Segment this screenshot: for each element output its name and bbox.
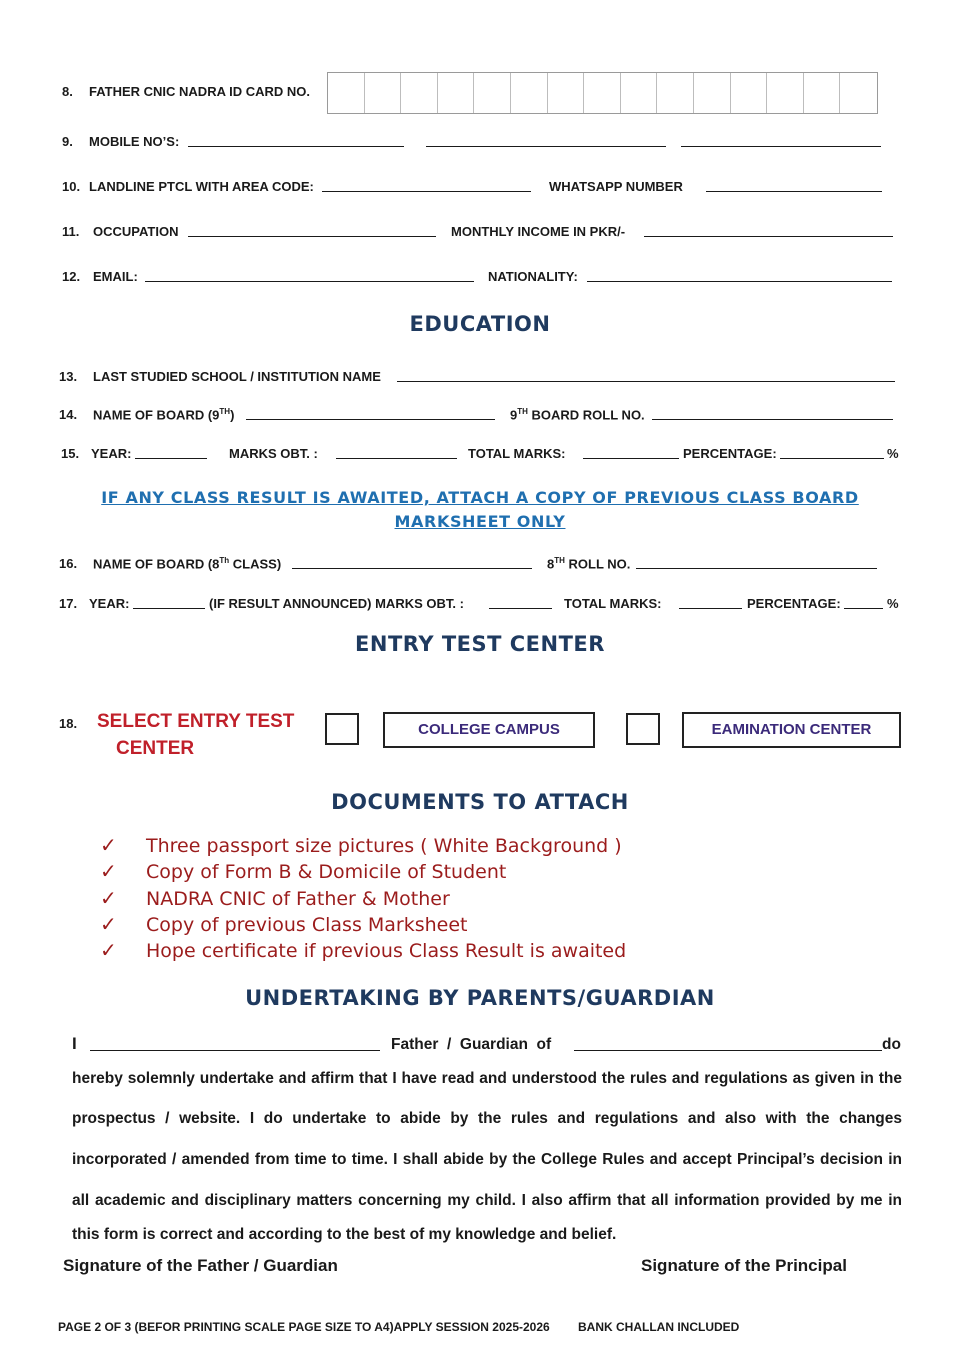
cnic-digit-cell[interactable] — [511, 73, 548, 113]
whatsapp-field[interactable] — [706, 191, 882, 192]
email-field[interactable] — [145, 281, 474, 282]
undertaking-line: hereby solemnly undertake and affirm that I have read and understood the rules and regulations as given in the — [72, 1070, 902, 1087]
documents-heading: DOCUMENTS TO ATTACH — [331, 790, 629, 814]
q14-number: 14. — [59, 407, 78, 422]
marks-8th-field[interactable] — [489, 608, 552, 609]
roll-8th-label-a: 8 — [547, 556, 555, 572]
occupation-label: OCCUPATION — [93, 224, 179, 239]
roll-8th-label — [547, 556, 630, 571]
monthly-income-label: MONTHLY INCOME IN PKR/- — [451, 224, 626, 239]
cnic-digit-cell[interactable] — [657, 73, 694, 113]
undertaking-line: incorporated / amended from time to time. I shall abide by the College Rules and accept Principal’s decision in — [72, 1151, 902, 1168]
board-9th-field[interactable] — [246, 419, 495, 420]
total-8th-field[interactable] — [679, 608, 742, 609]
marks-9th-label: MARKS OBT. : — [229, 446, 318, 461]
select-entry-test-line-2: CENTER — [116, 738, 195, 759]
undertaking-do: do — [882, 1036, 901, 1053]
q15-number: 15. — [61, 446, 80, 461]
mobile-1-field[interactable] — [188, 146, 404, 147]
cnic-digit-cell[interactable] — [731, 73, 768, 113]
percentage-9th-field[interactable] — [780, 458, 884, 459]
landline-field[interactable] — [322, 191, 531, 192]
q13-number: 13. — [59, 369, 78, 384]
board-9th-label-a: NAME OF BOARD (9 — [93, 407, 220, 423]
examination-center-option[interactable]: EAMINATION CENTER — [682, 712, 901, 748]
footer-page-info: PAGE 2 OF 3 (BEFOR PRINTING SCALE PAGE SIZE TO A4)APPLY SESSION 2025-2026 — [58, 1320, 550, 1334]
notice-line-2: MARKSHEET ONLY — [394, 512, 566, 531]
q8-number: 8. — [62, 84, 73, 99]
college-campus-option[interactable]: COLLEGE CAMPUS — [383, 712, 595, 748]
marks-8th-label: (IF RESULT ANNOUNCED) MARKS OBT. : — [209, 596, 464, 611]
footer-bank-challan: BANK CHALLAN INCLUDED — [578, 1320, 740, 1334]
document-item-text: NADRA CNIC of Father & Mother — [146, 887, 450, 910]
undertaking-line: prospectus / website. I do undertake to abide by the rules and regulations and also with the changes — [72, 1110, 902, 1127]
select-entry-test-label — [97, 708, 294, 762]
q18-number: 18. — [59, 716, 78, 731]
cnic-digit-cell[interactable] — [694, 73, 731, 113]
cnic-digit-cell[interactable] — [401, 73, 438, 113]
cnic-digit-cell[interactable] — [548, 73, 585, 113]
document-item-text: Copy of Form B & Domicile of Student — [146, 861, 507, 884]
q12-number: 12. — [62, 269, 81, 284]
board-8th-sup: Th — [219, 556, 230, 565]
board-8th-label — [93, 556, 281, 571]
examination-center-checkbox[interactable] — [626, 713, 660, 745]
roll-9th-field[interactable] — [652, 419, 893, 420]
mobile-label: MOBILE NO’S: — [89, 134, 180, 149]
document-item-text: Three passport size pictures ( White Background ) — [146, 835, 622, 857]
landline-label: LANDLINE PTCL WITH AREA CODE: — [89, 179, 314, 194]
cnic-digit-cell[interactable] — [621, 73, 658, 113]
undertaking-heading: UNDERTAKING BY PARENTS/GUARDIAN — [245, 986, 715, 1010]
q16-number: 16. — [59, 556, 78, 571]
mobile-3-field[interactable] — [681, 146, 881, 147]
marks-9th-field[interactable] — [336, 458, 457, 459]
document-item-text: Copy of previous Class Marksheet — [146, 913, 468, 936]
roll-8th-label-b: ROLL NO. — [564, 556, 631, 572]
college-campus-checkbox[interactable] — [325, 713, 359, 745]
last-school-label: LAST STUDIED SCHOOL / INSTITUTION NAME — [93, 369, 381, 384]
checkmark-icon: ✓ — [100, 859, 117, 884]
total-8th-label: TOTAL MARKS: — [564, 596, 662, 611]
percentage-9th-label: PERCENTAGE: — [683, 446, 777, 461]
parent-name-field[interactable] — [90, 1050, 380, 1051]
child-name-field[interactable] — [574, 1050, 882, 1051]
cnic-digit-cell[interactable] — [438, 73, 475, 113]
board-9th-sup: TH — [219, 407, 231, 416]
checkmark-icon: ✓ — [100, 833, 117, 857]
year-8th-field[interactable] — [133, 608, 205, 609]
q10-number: 10. — [62, 179, 81, 194]
father-signature-label: Signature of the Father / Guardian — [63, 1256, 338, 1275]
notice-line-1: IF ANY CLASS RESULT IS AWAITED, ATTACH A COPY OF PREVIOUS CLASS BOARD — [101, 488, 859, 507]
undertaking-line: all academic and disciplinary matters concerning my child. I also affirm that all information provided by me in — [72, 1192, 902, 1209]
roll-9th-label-b: BOARD ROLL NO. — [527, 407, 645, 423]
principal-signature-label: Signature of the Principal — [641, 1256, 847, 1275]
board-8th-label-b: CLASS) — [229, 556, 282, 572]
entry-test-heading: ENTRY TEST CENTER — [355, 632, 605, 656]
father-guardian-of-label: Father / Guardian of — [391, 1036, 552, 1053]
percent-sign-8th: % — [887, 596, 899, 611]
occupation-field[interactable] — [188, 236, 436, 237]
board-9th-label — [93, 407, 234, 422]
mobile-2-field[interactable] — [426, 146, 666, 147]
year-9th-field[interactable] — [135, 458, 207, 459]
percentage-8th-field[interactable] — [844, 608, 883, 609]
cnic-digit-cell[interactable] — [840, 73, 877, 113]
year-9th-label: YEAR: — [91, 446, 132, 461]
percent-sign-9th: % — [887, 446, 899, 461]
checkmark-icon: ✓ — [100, 911, 117, 936]
checkmark-icon: ✓ — [100, 938, 117, 963]
cnic-digit-cell[interactable] — [474, 73, 511, 113]
nationality-label: NATIONALITY: — [488, 269, 578, 284]
undertaking-last-line: this form is correct and according to the best of my knowledge and belief. — [72, 1226, 617, 1243]
last-school-field[interactable] — [397, 381, 895, 382]
q17-number: 17. — [59, 596, 78, 611]
total-9th-label: TOTAL MARKS: — [468, 446, 566, 461]
cnic-digit-cell[interactable] — [767, 73, 804, 113]
checkmark-icon: ✓ — [100, 885, 117, 910]
email-label: EMAIL: — [93, 269, 138, 284]
education-heading: EDUCATION — [409, 312, 551, 336]
roll-8th-sup: TH — [554, 556, 565, 565]
father-cnic-input[interactable] — [327, 72, 878, 114]
roll-8th-field[interactable] — [636, 568, 877, 569]
cnic-digit-cell[interactable] — [365, 73, 402, 113]
q11-number: 11. — [62, 224, 80, 239]
monthly-income-field[interactable] — [644, 236, 893, 237]
board-8th-label-a: NAME OF BOARD (8 — [93, 556, 220, 572]
roll-9th-sup: TH — [517, 407, 528, 416]
father-cnic-label: FATHER CNIC NADRA ID CARD NO. — [89, 84, 310, 99]
cnic-digit-cell[interactable] — [328, 73, 365, 113]
board-8th-field[interactable] — [292, 568, 532, 569]
cnic-digit-cell[interactable] — [804, 73, 841, 113]
whatsapp-label: WHATSAPP NUMBER — [549, 179, 683, 194]
year-8th-label: YEAR: — [89, 596, 130, 611]
q9-number: 9. — [62, 134, 73, 149]
percentage-8th-label: PERCENTAGE: — [747, 596, 841, 611]
awaited-result-notice — [60, 486, 900, 534]
select-entry-test-line-1: SELECT ENTRY TEST — [97, 711, 295, 732]
nationality-field[interactable] — [587, 281, 892, 282]
document-item-text: Hope certificate if previous Class Result is awaited — [146, 940, 627, 963]
roll-9th-label — [510, 407, 645, 422]
board-9th-label-b: ) — [230, 407, 235, 423]
cnic-digit-cell[interactable] — [584, 73, 621, 113]
undertaking-i: I — [72, 1034, 77, 1053]
total-9th-field[interactable] — [583, 458, 679, 459]
roll-9th-label-a: 9 — [510, 407, 518, 423]
